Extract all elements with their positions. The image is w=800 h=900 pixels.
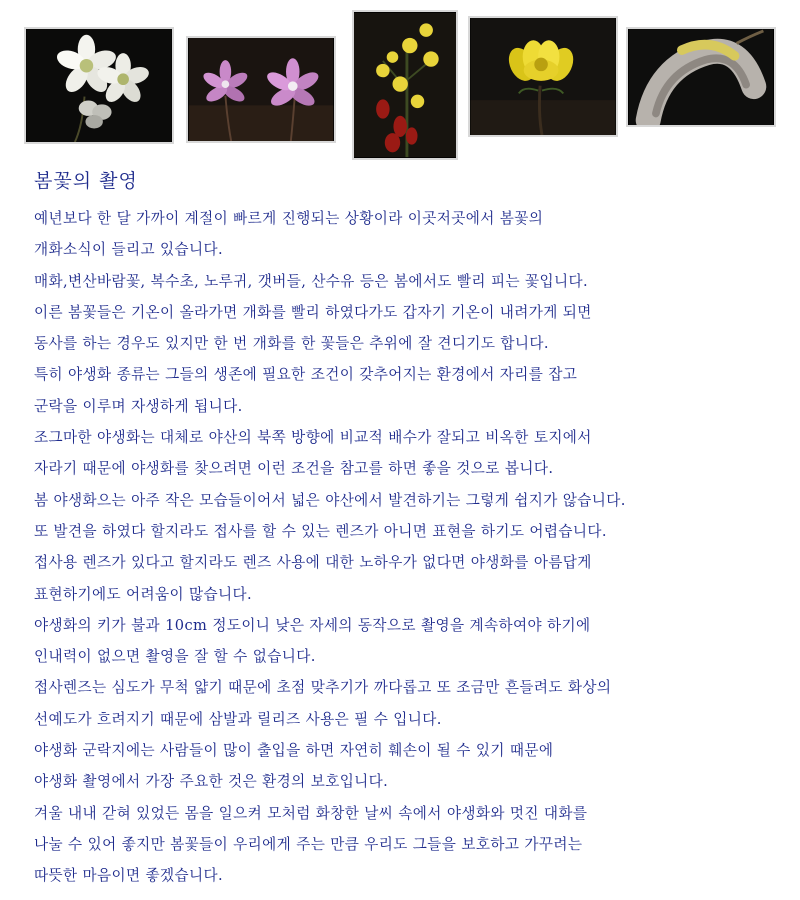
- photo-yellow-flower: [468, 16, 618, 137]
- body-line: 특히 야생화 종류는 그들의 생존에 필요한 조건이 갖추어지는 환경에서 자리를 잡고: [34, 366, 578, 384]
- body-line: 접사용 렌즈가 있다고 할지라도 렌즈 사용에 대한 노하우가 없다면 야생화를 아름답게: [34, 554, 592, 572]
- catkin-icon: [628, 29, 774, 125]
- body-line: 군락을 이루며 자생하게 됩니다.: [34, 397, 243, 415]
- photo-pink-flowers: [186, 36, 336, 143]
- body-line: 이른 봄꽃들은 기온이 올라가면 개화를 빨리 하였다가도 갑자기 기온이 내려가게 되면: [34, 303, 592, 321]
- body-line: 표현하기에도 어려움이 많습니다.: [34, 585, 253, 603]
- body-line: 봄 야생화으는 아주 작은 모습들이어서 넓은 야산에서 발견하기는 그렇게 쉽지가 않습니다.: [34, 491, 626, 509]
- body-line: 야생화 군락지에는 사람들이 많이 출입을 하면 자연히 훼손이 될 수 있기 때문에: [34, 742, 554, 760]
- body-line: 선예도가 흐려지기 때문에 삼발과 릴리즈 사용은 필 수 입니다.: [34, 710, 442, 728]
- body-line: 조그마한 야생화는 대체로 야산의 북쪽 방향에 비교적 배수가 잘되고 비옥한 토지에서: [34, 429, 592, 447]
- photo-catkin: [626, 27, 776, 127]
- yellow-flower-icon: [470, 18, 616, 135]
- body-line: 인내력이 없으면 촬영을 잘 할 수 없습니다.: [34, 648, 316, 666]
- body-line: 예년보다 한 달 가까이 계절이 빠르게 진행되는 상황이라 이곳저곳에서 봄꽃의: [34, 210, 544, 227]
- white-flower-icon: [26, 29, 172, 142]
- body-line: 나눌 수 있어 좋지만 봄꽃들이 우리에게 주는 만큼 우리도 그들을 보호하고 가꾸려는: [34, 835, 583, 853]
- body-line: 따뜻한 마음이면 좋겠습니다.: [34, 867, 224, 885]
- body-line: 야생화 촬영에서 가장 주요한 것은 환경의 보호입니다.: [34, 773, 389, 791]
- page-title: 봄꽃의 촬영: [34, 170, 138, 192]
- yellow-cluster-icon: [354, 12, 456, 158]
- body-line: 야생화의 키가 불과 10cm 정도이니 낮은 자세의 동작으로 촬영을 계속하여야 하기에: [34, 616, 591, 634]
- article-body: [34, 203, 784, 892]
- body-line: 접사렌즈는 심도가 무척 얇기 때문에 초점 맞추기가 까다롭고 또 조금만 흔들려도 화상의: [34, 679, 612, 697]
- body-line: 겨울 내내 갇혀 있었든 몸을 일으켜 모처럼 화창한 날씨 속에서 야생화와 멋진 대화를: [34, 804, 588, 822]
- body-line: 자라기 때문에 야생화를 찾으려면 이런 조건을 참고를 하면 좋을 것으로 봅니다.: [34, 460, 554, 478]
- body-line: 매화,변산바람꽃, 복수초, 노루귀, 갯버들, 산수유 등은 봄에서도 빨리 피는 꽃입니다.: [34, 272, 589, 290]
- pink-flower-icon: [188, 38, 334, 141]
- body-line: 동사를 하는 경우도 있지만 한 번 개화를 한 꽃들은 추위에 잘 견디기도 합니다.: [34, 335, 549, 353]
- body-line: 개화소식이 들리고 있습니다.: [34, 241, 224, 259]
- body-line: 또 발견을 하였다 할지라도 접사를 할 수 있는 렌즈가 아니면 표현을 하기도 어렵습니다.: [34, 522, 607, 540]
- photo-yellow-cluster: [352, 10, 458, 160]
- photo-white-flowers: [24, 27, 174, 144]
